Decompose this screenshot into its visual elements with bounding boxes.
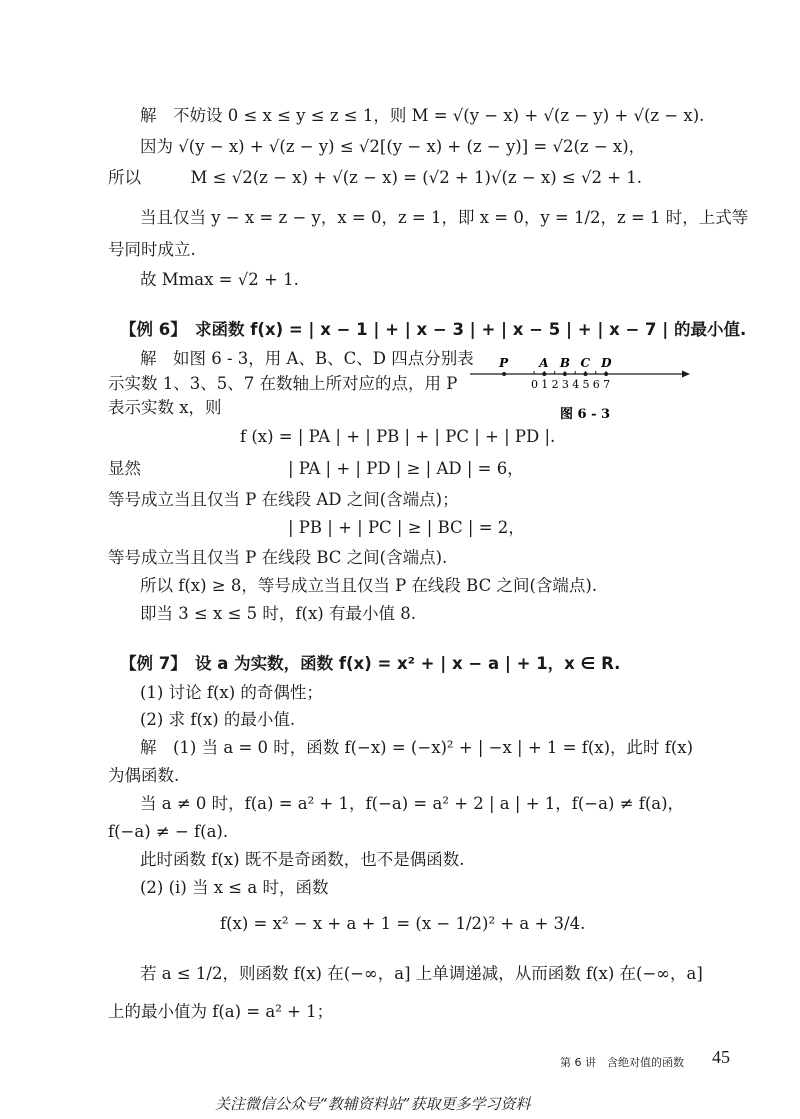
text-line: 所以 M ≤ √2(z − x) + √(z − x) = (√2 + 1)√(z − x) ≤ √2 + 1. <box>108 168 643 187</box>
text-line: 显然 <box>108 459 141 478</box>
watermark-text: 关注微信公众号“教辅资料站”获取更多学习资料 <box>215 1095 531 1113</box>
text-line: 解 (1) 当 a = 0 时，函数 f(−x) = (−x)² + | −x | + 1 = f(x)，此时 f(x) <box>140 738 694 757</box>
text-line: 因为 √(y − x) + √(z − y) ≤ √2[(y − x) + (z − y)] = √2(z − x)， <box>140 137 646 156</box>
tick-label: 0 <box>531 378 538 391</box>
text-line: 解 不妨设 0 ≤ x ≤ y ≤ z ≤ 1，则 M = √(y − x) + √(z − y) + √(z − x). <box>140 106 705 125</box>
text-line: 解 如图 6 - 3，用 A、B、C、D 四点分别表 <box>140 349 474 368</box>
formula-line: f(x) = x² − x + a + 1 = (x − 1/2)² + a + 3/4. <box>220 914 586 933</box>
text-line: 上的最小值为 f(a) = a² + 1； <box>108 1002 334 1021</box>
point-marker <box>502 372 506 376</box>
tick-label: 4 <box>572 378 580 391</box>
text-line: 等号成立当且仅当 P 在线段 BC 之间(含端点). <box>108 548 448 567</box>
number-line-svg <box>468 352 700 428</box>
text-line: 号同时成立. <box>108 240 196 259</box>
text-line: (2) (i) 当 x ≤ a 时，函数 <box>140 878 329 897</box>
text-line: (1) 讨论 f(x) 的奇偶性； <box>140 683 323 702</box>
point-label: D <box>601 356 612 370</box>
text-line: f(−a) ≠ − f(a). <box>108 822 229 841</box>
tick-label: 3 <box>561 378 569 391</box>
text-line: (2) 求 f(x) 的最小值. <box>140 710 296 729</box>
text-line: 所以 f(x) ≥ 8，等号成立当且仅当 P 在线段 BC 之间(含端点). <box>140 576 598 595</box>
text-line: 示实数 1、3、5、7 在数轴上所对应的点，用 P <box>108 374 458 393</box>
tick-label: 7 <box>603 378 611 391</box>
text-line: 当且仅当 y − x = z − y，x = 0，z = 1，即 x = 0，y = 1/2，z = 1 时，上式等 <box>140 208 749 227</box>
text-line: 若 a ≤ 1/2，则函数 f(x) 在(−∞，a] 上单调递减，从而函数 f(x) 在(−∞，a] <box>140 964 703 983</box>
formula-line: | PB | + | PC | ≥ | BC | = 2， <box>288 518 525 537</box>
point-label: A <box>539 356 549 370</box>
number-line-figure <box>468 352 700 428</box>
text-line: 即当 3 ≤ x ≤ 5 时，f(x) 有最小值 8. <box>140 604 416 623</box>
text-line: 表示实数 x，则 <box>108 398 222 417</box>
tick-label: 5 <box>582 378 590 391</box>
text-line: 等号成立当且仅当 P 在线段 AD 之间(含端点)； <box>108 490 459 509</box>
text-line: 此时函数 f(x) 既不是奇函数，也不是偶函数. <box>140 850 465 869</box>
example-6-heading: 【例 6】 求函数 f(x) = | x − 1 | + | x − 3 | + | x − 5 | + | x − 7 | 的最小值. <box>120 320 747 339</box>
page-number: 45 <box>712 1047 730 1067</box>
point-label: C <box>580 356 591 370</box>
figure-caption: 图 6 - 3 <box>560 407 611 422</box>
formula-line: f (x) = | PA | + | PB | + | PC | + | PD |. <box>240 427 556 446</box>
tick-label: 6 <box>592 378 600 391</box>
text-line: 当 a ≠ 0 时，f(a) = a² + 1，f(−a) = a² + 2 | a | + 1，f(−a) ≠ f(a)， <box>140 794 685 813</box>
tick-label: 2 <box>551 378 559 391</box>
point-label: P <box>499 356 509 370</box>
text-line: 故 Mmax = √2 + 1. <box>140 270 299 289</box>
formula-line: | PA | + | PD | ≥ | AD | = 6， <box>288 459 524 478</box>
point-label: B <box>559 356 571 370</box>
tick-label: 1 <box>541 378 549 391</box>
text-line: 为偶函数. <box>108 766 180 785</box>
chapter-title: 第 6 讲 含绝对值的函数 <box>560 1056 684 1069</box>
example-7-heading: 【例 7】 设 a 为实数，函数 f(x) = x² + | x − a | + 1，x ∈ R. <box>120 654 621 673</box>
